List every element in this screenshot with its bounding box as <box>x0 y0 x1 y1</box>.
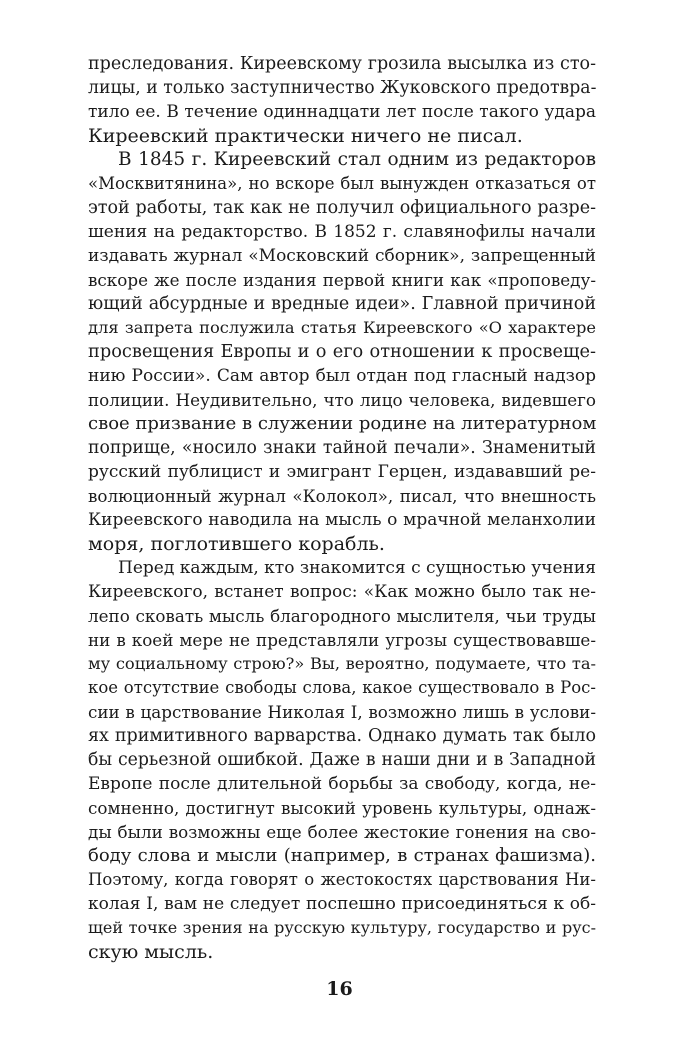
text-line: Киреевского наводила на мысль о мрачной меланхолии <box>88 510 596 530</box>
text-line: ях примитивного варварства. Однако думать так было <box>88 726 596 746</box>
text-line: Перед каждым, кто знакомится с сущностью учения <box>118 558 596 578</box>
text-line: русский публицист и эмигрант Герцен, издававший ре- <box>88 462 596 482</box>
page-number: 16 <box>326 978 353 1000</box>
text-line: вскоре же после издания первой книги как «проповеду- <box>88 270 596 290</box>
text-line: «Москвитянина», но вскоре был вынужден отказаться от <box>88 174 596 193</box>
text-line: свое призвание в служении родине на литературном <box>88 413 597 434</box>
text-line: для запрета послужила статья Киреевского «О характере <box>88 318 596 337</box>
text-line: скую мысль. <box>88 941 214 963</box>
text-line: нию России». Сам автор был отдан под гласный надзор <box>88 366 596 386</box>
text-line: лицы, и только заступничество Жуковского предотвра- <box>88 78 597 98</box>
paragraph <box>88 52 596 148</box>
text-line: Киреевского, встанет вопрос: «Как можно было так не- <box>88 582 596 602</box>
text-line: моря, поглотившего корабль. <box>88 533 385 555</box>
text-line: Киреевский практически ничего не писал. <box>88 125 523 147</box>
paragraph <box>88 148 596 556</box>
text-line: лепо сковать мысль благородного мыслителя, чьи труды <box>88 606 596 626</box>
text-line: сии в царствование Николая I, возможно лишь в услови- <box>88 702 596 722</box>
text-line: поприще, «носило знаки тайной печали». Знаменитый <box>88 438 596 458</box>
text-line: тило ее. В течение одиннадцати лет после такого удара <box>88 102 596 122</box>
text-line: боду слова и мысли (например, в странах фашизма). <box>88 845 596 866</box>
text-line: преследования. Киреевскому грозила высылка из сто- <box>88 54 596 74</box>
text-line: щей точке зрения на русскую культуру, государство и рус- <box>88 918 596 937</box>
book-page-text <box>88 52 596 964</box>
text-line: колая I, вам не следует поспешно присоединяться к об- <box>88 894 596 914</box>
text-line: кое отсутствие свободы слова, какое существовало в Рос- <box>88 678 596 697</box>
text-line: волюционный журнал «Колокол», писал, что внешность <box>88 486 596 506</box>
paragraph <box>88 556 596 964</box>
text-line: му социальному строю?» Вы, вероятно, подумаете, что та- <box>88 654 596 673</box>
text-line: издавать журнал «Московский сборник», запрещенный <box>88 246 596 266</box>
text-line: полиции. Неудивительно, что лицо человека, видевшего <box>88 390 596 410</box>
text-line: сомненно, достигнут высокий уровень культуры, однаж- <box>88 798 596 818</box>
text-line: этой работы, так как не получил официального разре- <box>88 198 596 218</box>
text-line: Поэтому, когда говорят о жестокостях царствования Ни- <box>88 870 596 889</box>
text-line: В 1845 г. Киреевский стал одним из редакторов <box>118 149 596 170</box>
text-line: просвещения Европы и о его отношении к просвеще- <box>88 342 596 362</box>
text-line: ющий абсурдные и вредные идеи». Главной причиной <box>88 294 596 314</box>
text-line: бы серьезной ошибкой. Даже в наши дни и в Западной <box>88 750 596 770</box>
text-line: Европе после длительной борьбы за свободу, когда, не- <box>88 774 596 794</box>
text-line: шения на редакторство. В 1852 г. славянофилы начали <box>88 222 596 242</box>
text-line: ды были возможны еще более жестокие гонения на сво- <box>88 822 596 842</box>
text-line: ни в коей мере не представляли угрозы существовавше- <box>88 630 596 650</box>
